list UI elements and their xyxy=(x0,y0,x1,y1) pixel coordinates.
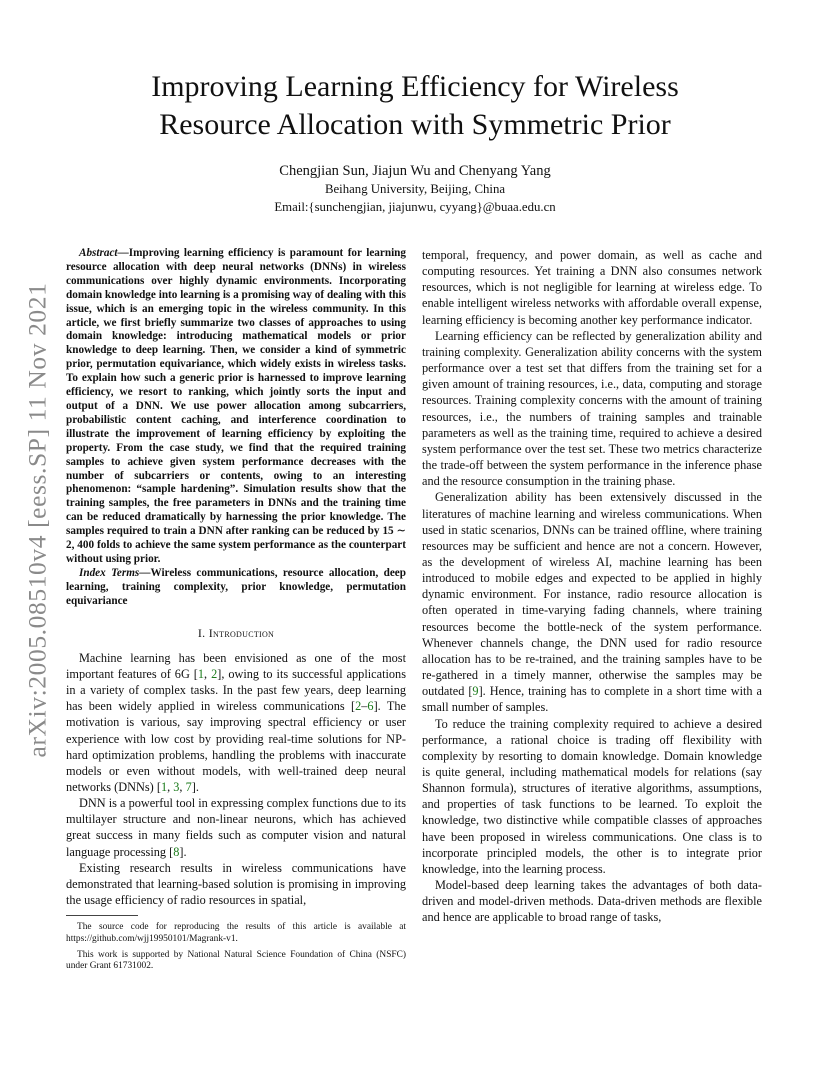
citation-link[interactable]: 6 xyxy=(367,699,374,714)
citation-link[interactable]: 1 xyxy=(160,779,168,794)
footnote-source-code: The source code for reproducing the results of this article is available at https://github.com/wjj19950101/Magrank-v1. xyxy=(66,922,406,944)
text-run: – xyxy=(361,699,368,714)
arxiv-identifier: arXiv:2005.08510v4 [eess.SP] 11 Nov 2021 xyxy=(22,282,52,758)
text-run: , xyxy=(179,779,186,794)
index-terms xyxy=(66,567,406,609)
section-title: Introduction xyxy=(208,625,275,640)
text-run: ]. xyxy=(191,779,199,794)
intro-paragraph-5: Learning efficiency can be reflected by generalization ability and training complexity. Generalization ability concerns with the system performance over a test set that differs from the training set for a given amount of training resources, i.e., data, computing and storage resources. Training complexity concerns with the amount of training resources, i.e., the numbers of training samples and trainable parameters as well as the training time, required to achieve a desired system performance over the test set. These two metrics characterize the trade-off between the system performance in the inference phase and the resource consumption in the training phase. xyxy=(422,328,762,489)
text-run: ]. Hence, training has to complete in a short time with a small number of samples. xyxy=(422,684,763,715)
citation-link[interactable]: 3 xyxy=(173,779,180,794)
index-terms-label: Index Terms xyxy=(79,566,140,579)
index-terms-text: —Wireless communications, resource allocation, deep learning, training complexity, prior knowledge, permutation equivariance xyxy=(66,566,406,607)
citation-link[interactable]: 1 xyxy=(197,666,205,681)
arxiv-side-stamp xyxy=(12,240,62,800)
citation-link[interactable]: 9 xyxy=(472,684,479,699)
intro-paragraph-8: Model-based deep learning takes the advantages of both data-driven and model-driven methods. Data-driven methods are flexible and hence are applicable to broad range of tasks, xyxy=(422,878,762,925)
intro-paragraph-6 xyxy=(422,489,762,715)
abstract-text: —Improving learning efficiency is paramount for learning resource allocation with deep neural networks (DNNs) in wireless communications over highly dynamic environments. Incorporating domain knowledge into learning is a promising way of dealing with this issue, which is an emerging topic in the wireless community. In this article, we first briefly summarize two classes of approaches to using domain knowledge: introducing mathematical models or prior knowledge to deep learning. Then, we consider a kind of symmetric prior, permutation equivariance, which widely exists in wireless tasks. To explain how such a generic prior is harnessed to improve learning efficiency, we resort to ranking, which jointly sorts the input and output of a DNN. We use power allocation among subcarriers, probabilistic content caching, and interference coordination to illustrate the improvement of learning efficiency by exploiting the property. From the case study, we find that the required training samples to achieve given system performance decreases with the number of subcarriers or contents, owing to an interesting phenomenon: “sample hardening”. Simulation results show that the training samples, the free parameters in DNNs and the training time can be reduced dramatically by harnessing the prior knowledge. The samples required to train a DNN after ranking can be reduced by 15 ∼ 2, 400 folds to achieve the same system performance as the counterpart without using prior. xyxy=(66,247,406,565)
text-run: Generalization ability has been extensively discussed in the literatures of machine learning and wireless communications. When used in static scenarios, DNNs can be trained offline, where training resources may be sufficient and hence are not a concern. However, as the development of wireless AI, machine learning has been introduced to mobile edges and expected to be applied in highly dynamic environment. For instance, radio resource allocation is often operated in time-varying fading channels, where training resources become the bottle-neck of the system performance. Whenever channels change, the DNN used for radio resource allocation has to be re-trained, and the training samples have to be re-gathered in a timely manner, otherwise the samples may be outdated [ xyxy=(422,490,762,699)
right-column xyxy=(422,247,762,926)
intro-paragraph-4: temporal, frequency, and power domain, as well as cache and computing resources. Yet training a DNN also consumes network resources, which is not negligible for learning at wireless edge. To enable intelligent wireless networks with affordable overall expense, learning efficiency is becoming another key performance indicator. xyxy=(422,248,762,327)
footnote-funding: This work is supported by National Natural Science Foundation of China (NSFC) under Grant 61731002. xyxy=(66,949,406,972)
section-number: I. xyxy=(197,625,206,640)
footnote-rule xyxy=(66,915,138,916)
intro-paragraph-3: Existing research results in wireless communications have demonstrated that learning-based solution is promising in improving the usage efficiency of radio resources in spatial, xyxy=(66,860,406,908)
abstract xyxy=(66,247,406,567)
paper-title xyxy=(70,68,760,144)
intro-paragraph-1 xyxy=(66,650,406,795)
affiliation: Beihang University, Beijing, China xyxy=(324,182,506,196)
text-run: Machine learning has been envisioned as one of the most important features of 6G [ xyxy=(66,650,406,681)
title-line-2: Resource Allocation with Symmetric Prior xyxy=(159,108,671,141)
footnotes xyxy=(66,922,406,977)
citation-link[interactable]: 2 xyxy=(355,699,362,714)
citation-link[interactable]: 2 xyxy=(211,666,218,681)
text-run: ], owing to its successful applications in a variety of complex tasks. In the past few years, deep learning has been widely applied in wireless communications [ xyxy=(66,666,406,714)
intro-paragraph-2 xyxy=(66,795,406,860)
text-run: ]. xyxy=(179,844,187,859)
text-run: ]. The motivation is various, say improving spectral efficiency or user experience with low cost by providing real-time solutions for NP-hard optimization problems, handling the problems with inaccurate models or even without models, with well-trained deep neural networks (DNNs) [ xyxy=(66,699,406,794)
citation-link[interactable]: 7 xyxy=(185,779,192,794)
title-line-1: Improving Learning Efficiency for Wireless xyxy=(151,70,679,103)
abstract-label: Abstract xyxy=(79,247,118,259)
author-email: Email:{sunchengjian, jiajunwu, cyyang}@buaa.edu.cn xyxy=(274,200,556,214)
text-run: , xyxy=(167,779,174,794)
text-run: DNN is a powerful tool in expressing complex functions due to its multilayer structure and non-linear neurons, which has achieved great success in many fields such as computer vision and natural language processing [ xyxy=(66,796,406,859)
left-column xyxy=(66,247,406,908)
section-heading xyxy=(66,625,406,641)
author-list: Chengjian Sun, Jiajun Wu and Chenyang Yang xyxy=(279,163,551,179)
citation-link[interactable]: 8 xyxy=(173,844,180,859)
intro-paragraph-7: To reduce the training complexity required to achieve a desired performance, a rational choice is trading off flexibility with complexity by resorting to domain knowledge. Domain knowledge is quite general, including mathematical models for relations (say Shannon formula), structures of iterative algorithms, assumptions, and properties of task functions to be learned. To exploit the knowledge, two distinctive while compatible classes of approaches have been proposed in wireless communications. One class is to incorporate principled models, the other is to integrate prior knowledge, into the learning process. xyxy=(422,716,762,876)
text-run: , xyxy=(204,666,212,681)
